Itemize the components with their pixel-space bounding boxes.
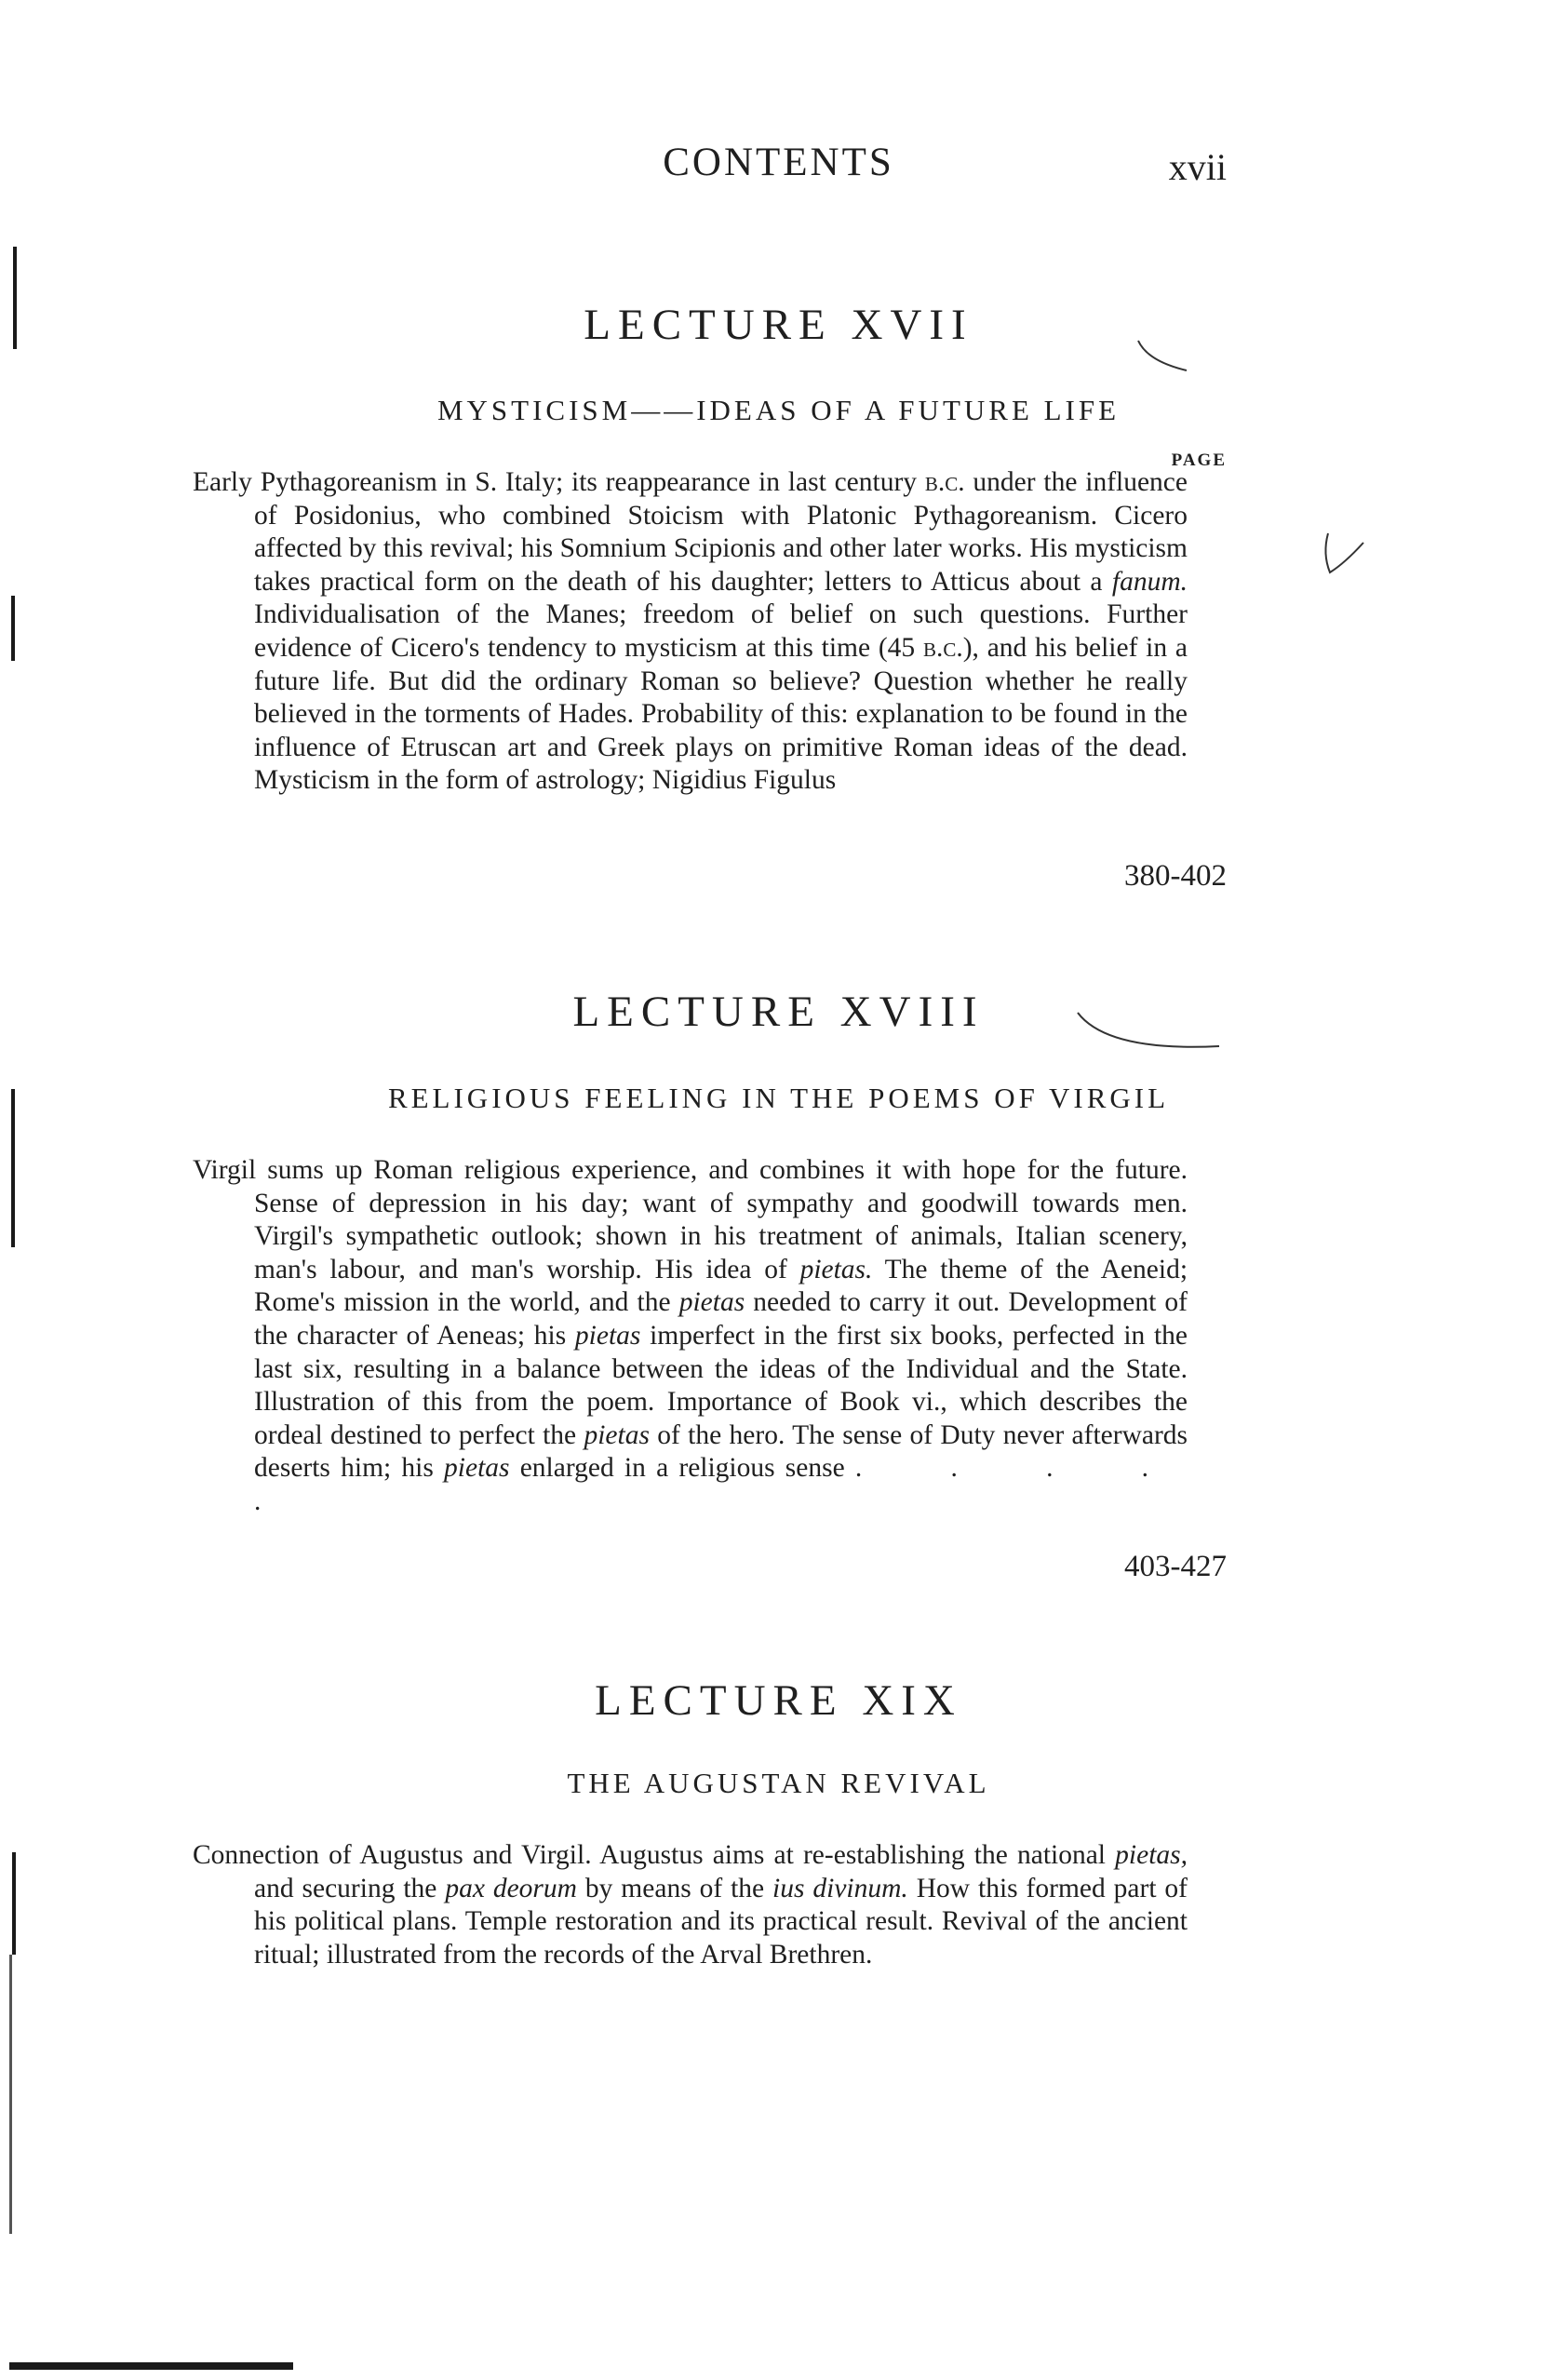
summary-text: Connection of Augustus and Virgil. Augustus aims at re-establishing the national [193,1840,1107,1870]
lecture-xvii-subtitle: MYSTICISM——IDEAS OF A FUTURE LIFE [436,394,1121,426]
scan-margin-mark [11,596,15,661]
summary-italic: pax deorum [445,1873,577,1903]
summary-italic: pietas [678,1287,745,1318]
lecture-xviii-title: LECTURE XVIII [572,988,985,1036]
summary-text: Virgil sums up Roman religious experience, and combines it with hope for the future. Sense of depression in his day; want of sympathy and goodwill towards men. Virgil's sympathetic outlook; shown in his treatment of animals, Italian scenery, man's labour, and man's worship. His idea of [193,1155,1188,1284]
summary-text: and securing the [254,1873,437,1903]
summary-text: by means of the [584,1873,765,1903]
summary-text: Individualisation of the Manes; freedom of belief on such questions. Further evidence of Cicero's tendency to mysticism at this time (45 [254,599,1188,663]
summary-text: needed to carry it out. Development of the character of Aeneas; his [254,1287,1188,1351]
lecture-xviii-subtitle: RELIGIOUS FEELING IN THE POEMS OF VIRGIL [387,1082,1170,1114]
summary-text: imperfect in the first six books, perfected in the last six, resulting in a balance between the ideas of the Individual and the State. Illustration of this from the poem. Importance of Book vi., which describes the ordeal destined to perfect the [254,1320,1188,1450]
summary-italic: ius divinum. [772,1873,908,1903]
summary-text: Early Pythagoreanism in S. Italy; its reappearance in last century [193,467,918,497]
summary-italic: fanum. [1111,566,1188,597]
running-title: CONTENTS [663,141,894,184]
page-folio: xvii [1168,146,1227,188]
pencil-stroke-mark [1131,335,1196,377]
summary-text: b.c. [924,467,965,497]
summary-italic: pietas, [1115,1840,1188,1870]
lecture-xix-title: LECTURE XIX [595,1676,962,1725]
lecture-xvii-summary [193,466,1188,798]
summary-text: b.c. [922,632,963,663]
summary-text: of the hero. The sense of Duty never afterwards deserts him; his [254,1419,1188,1484]
lecture-xix-summary [193,1839,1188,1971]
lecture-xviii-summary [193,1154,1188,1519]
summary-text: enlarged in a religious sense [519,1453,845,1484]
summary-italic: pietas [574,1320,641,1351]
lecture-xvii-page-range: 380-402 [1124,859,1227,893]
pencil-swoosh-mark [1070,1005,1228,1061]
lecture-xviii-page-range: 403-427 [1124,1550,1227,1583]
summary-text: under the influence of Posidonius, who combined Stoicism with Platonic Pythagoreanism. Cicero affected by this revival; his Somnium Scipionis and other later works. His mysticism takes practical form on the death of his daughter; letters to Atticus about a [254,467,1188,597]
scan-margin-mark [9,1955,12,2234]
summary-italic: pietas [444,1453,510,1484]
lecture-xvii-title: LECTURE XVII [584,301,973,349]
dot-leaders: . . . . . [254,1453,1188,1516]
summary-italic: pietas [584,1419,650,1450]
page-column-label: PAGE [1171,450,1227,470]
summary-text: The theme of the Aeneid; Rome's mission in the world, and the [254,1254,1188,1318]
summary-text: ), and his belief in a future life. But did the ordinary Roman so believe? Question whether he really believed in the torments of Hades. Probability of this: explanation to be found in the influence of Etruscan art and Greek plays on primitive Roman ideas of the dead. Mysticism in the form of astrology; Nigidius Figulus [254,632,1188,796]
summary-text: How this formed part of his political plans. Temple restoration and its practical result. Revival of the ancient ritual; illustrated from the records of the Arval Brethren. [254,1873,1188,1970]
summary-italic: pietas. [799,1254,873,1284]
scan-margin-mark [12,1852,16,1955]
scan-bottom-edge [9,2362,293,2370]
pencil-check-mark [1317,526,1373,582]
lecture-xix-subtitle: THE AUGUSTAN REVIVAL [567,1767,990,1799]
